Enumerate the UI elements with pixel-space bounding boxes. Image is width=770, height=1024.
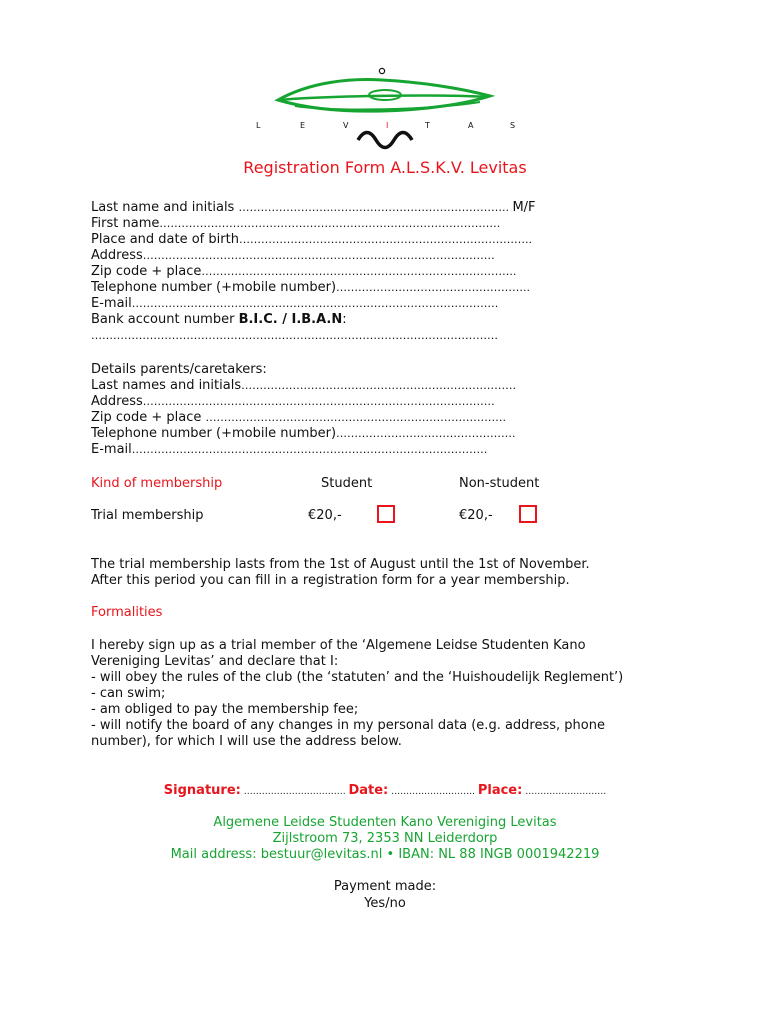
field-label: E-mail [91, 442, 132, 457]
field-dots: ………………………………………………………………………………………………… [91, 329, 498, 342]
field-label: E-mail [91, 296, 132, 311]
formalities-line: - will notify the board of any changes in my personal data (e.g. address, phone [91, 718, 605, 733]
field-dots: …………………………………………………………………………………… [142, 249, 495, 262]
field-bank-label [91, 312, 347, 328]
signature-line[interactable] [0, 783, 770, 800]
field-dots: ………………………………………………………………………………………. [131, 297, 499, 310]
field-dots: …………………………………………………………………….. [238, 233, 532, 246]
formalities-line: Vereniging Levitas’ and declare that I: [91, 654, 339, 669]
logo-letter: V [343, 121, 349, 130]
formalities-line: I hereby sign up as a trial member of the ‘Algemene Leidse Studenten Kano [91, 638, 586, 653]
field-dots: …………………………………………………………………………………… [142, 395, 495, 408]
field-label: First name [91, 216, 160, 231]
membership-kind-heading: Kind of membership [91, 476, 223, 491]
field-label: Place and date of birth [91, 232, 239, 247]
footer-mail-iban: Mail address: bestuur@levitas.nl • IBAN: NL 88 INGB 0001942219 [170, 847, 600, 862]
student-checkbox[interactable] [377, 505, 395, 523]
field-zip[interactable] [91, 264, 516, 280]
field-label: Last names and initials [91, 378, 242, 393]
formalities-line: number), for which I will use the address below. [91, 734, 402, 749]
date-dots: ………………………. [388, 787, 478, 797]
formalities-line: - am obliged to pay the membership fee; [91, 702, 359, 717]
field-dots: …………………………………………….. [336, 281, 531, 294]
field-bank-account[interactable] [91, 328, 498, 344]
footer-org: Algemene Leidse Studenten Kano Vereniging Levitas [213, 815, 557, 830]
field-label: Zip code + place [91, 264, 202, 279]
nonstudent-column-heading: Non-student [459, 476, 540, 491]
field-last-name[interactable] [91, 200, 536, 216]
logo-letter: I [386, 121, 389, 130]
formalities-line: - will obey the rules of the club (the ‘statuten’ and the ‘Huishoudelijk Reglement’) [91, 670, 624, 685]
field-label: Telephone number (+mobile number) [91, 426, 337, 441]
logo-letter: E [300, 121, 306, 130]
parents-heading: Details parents/caretakers: [91, 362, 267, 377]
parent-field-address[interactable] [91, 394, 495, 410]
parent-field-names[interactable] [91, 378, 516, 394]
field-address[interactable] [91, 248, 495, 264]
payment-options: Yes/no [364, 896, 406, 911]
logo-letter: S [510, 121, 516, 130]
page-title: Registration Form A.L.S.K.V. Levitas [243, 158, 527, 177]
logo-letter: L [256, 121, 261, 130]
field-telephone[interactable] [91, 280, 530, 296]
place-label: Place: [477, 783, 523, 798]
field-label: Bank account number [91, 312, 239, 327]
field-label: Address [91, 248, 143, 263]
colon: : [342, 312, 347, 327]
parent-field-email[interactable] [91, 442, 487, 458]
field-dots: ………………………………………………………………………………… [159, 217, 501, 230]
nonstudent-checkbox[interactable] [519, 505, 537, 523]
field-email[interactable] [91, 296, 498, 312]
logo-letter: T [425, 121, 430, 130]
logo-letter: A [468, 121, 474, 130]
levitas-logo [240, 60, 530, 150]
field-label: Zip code + place [91, 410, 206, 425]
trial-membership-label: Trial membership [91, 508, 204, 523]
field-dots: ………………………………………………………………………. [205, 411, 507, 424]
gender-label: M/F [512, 200, 536, 215]
formalities-heading: Formalities [91, 605, 163, 620]
field-label: Last name and initials [91, 200, 239, 215]
formalities-line: - can swim; [91, 686, 166, 701]
footer-address: Zijlstroom 73, 2353 NN Leiderdorp [272, 831, 498, 846]
student-price: €20,- [308, 508, 342, 523]
student-column-heading: Student [321, 476, 373, 491]
trial-info-line: The trial membership lasts from the 1st of August until the 1st of November. [91, 557, 590, 572]
field-dots: …………………………………………. [336, 427, 516, 440]
payment-label: Payment made: [333, 879, 437, 894]
logo-letters [250, 121, 520, 133]
field-label: Telephone number (+mobile number) [91, 280, 337, 295]
parent-field-zip[interactable] [91, 410, 506, 426]
signature-label: Signature: [163, 783, 241, 798]
field-dots: ………………………………………………………………………….. [201, 265, 517, 278]
field-birth[interactable] [91, 232, 532, 248]
signature-dots: ……………………………. [240, 787, 349, 797]
trial-info-line: After this period you can fill in a registration form for a year membership. [91, 573, 570, 588]
field-dots: ……………………..…….………………………………….. [238, 201, 513, 214]
place-dots: ……………………… [522, 787, 607, 797]
field-dots: ………………………………………………………………… [241, 379, 517, 392]
date-label: Date: [348, 783, 389, 798]
parent-field-telephone[interactable] [91, 426, 516, 442]
field-first-name[interactable] [91, 216, 500, 232]
nonstudent-price: €20,- [459, 508, 493, 523]
field-dots: ……………………………………………………………………………………. [131, 443, 488, 456]
field-label: Address [91, 394, 143, 409]
bic-iban-label: B.I.C. / I.B.A.N [238, 312, 343, 327]
